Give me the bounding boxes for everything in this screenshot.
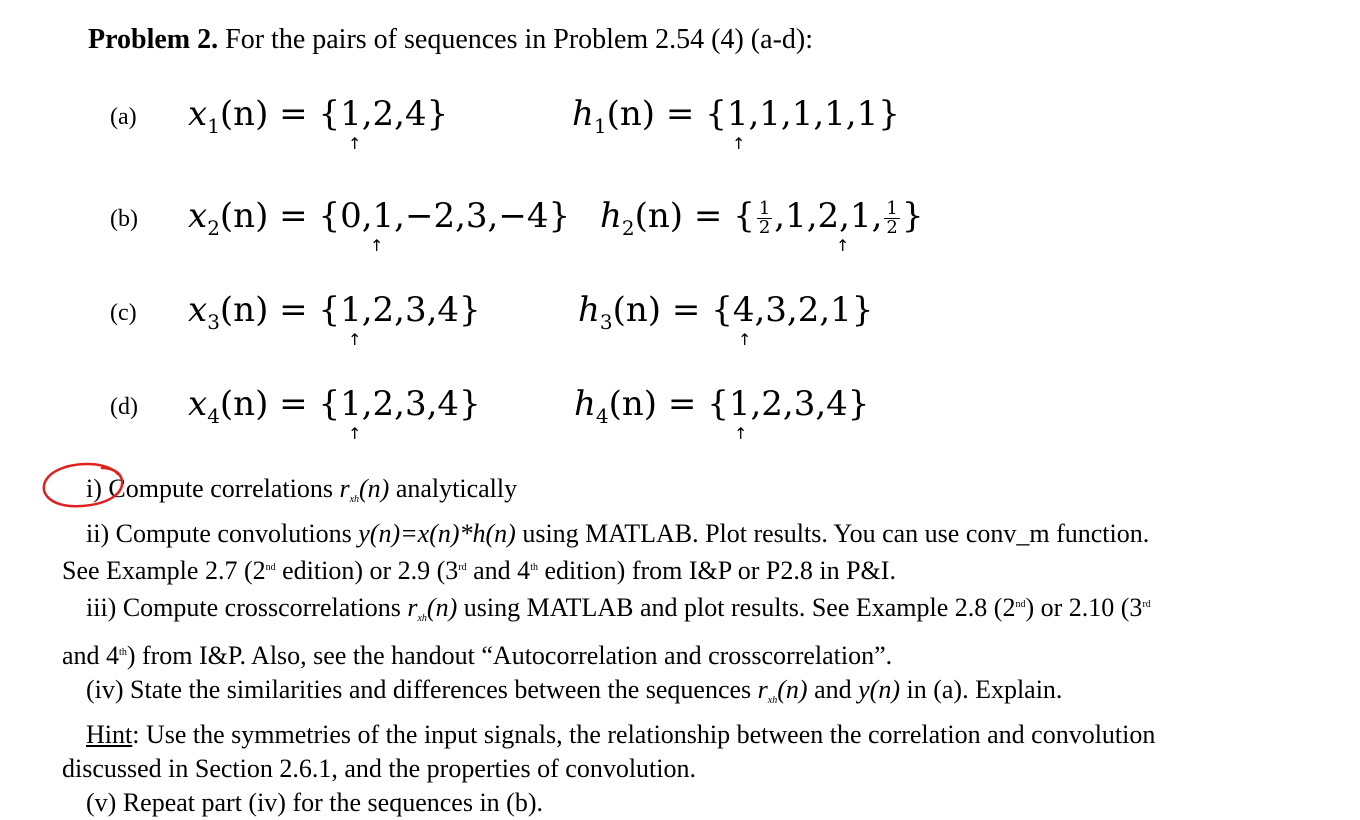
reference-arrow-x1: ↑ xyxy=(348,134,362,153)
pair-label-d: (d) xyxy=(110,394,138,420)
h3-equation: $h_3(n) = \{4,3,2,1\}$ xyxy=(578,290,874,334)
red-circle-annotation xyxy=(38,460,130,516)
problem-number: Problem 2. xyxy=(88,24,219,55)
task-iii: iii) Compute crosscorrelations rxh(n) using MATLAB and plot results. See Example 2.8 (2nd) or 2.10 (3rd xyxy=(86,593,1151,624)
hint-line: Hint: Use the symmetries of the input signals, the relationship between the correlation and convolution xyxy=(86,720,1156,749)
x1-equation: $x_1(n) = \{1,2,4\}$ xyxy=(188,94,449,138)
fraction-one-half: $\frac{1}{2}$ xyxy=(886,197,898,238)
problem-title xyxy=(88,20,813,60)
task-i: i) Compute correlations rxh(n) analytically xyxy=(86,474,518,505)
reference-arrow-h1: ↑ xyxy=(732,134,746,153)
task-iii-continued: and 4th) from I&P. Also, see the handout “Autocorrelation and crosscorrelation”. xyxy=(62,641,893,670)
reference-arrow-h3: ↑ xyxy=(738,330,752,349)
reference-arrow-h4: ↑ xyxy=(734,424,748,443)
h1-equation: $h_1(n) = \{1,1,1,1,1\}$ xyxy=(572,94,900,138)
task-ii: ii) Compute convolutions y(n)=x(n)*h(n) using MATLAB. Plot results. You can use conv_m function. xyxy=(86,519,1150,548)
hint-continued: discussed in Section 2.6.1, and the properties of convolution. xyxy=(62,754,697,783)
reference-arrow-h2: ↑ xyxy=(836,236,850,255)
reference-arrow-x2: ↑ xyxy=(370,236,384,255)
h2-equation: $h_2(n)$ = { $\frac{1}{2}$ ,1,2,1, $\frac{1}{2}$ } xyxy=(600,196,924,240)
problem-statement: For the pairs of sequences in Problem 2.54 (4) (a-d): xyxy=(225,24,813,55)
pair-label-a: (a) xyxy=(110,104,137,130)
pair-label-b: (b) xyxy=(110,206,138,232)
x2-equation: $x_2(n) = \{0,1,-2,3,-4\}$ xyxy=(188,196,571,240)
task-iv: (iv) State the similarities and differences between the sequences rxh(n) and y(n) in (a). Explain. xyxy=(86,675,1063,706)
fraction-one-half: $\frac{1}{2}$ xyxy=(758,197,771,238)
x4-equation: $x_4(n) = \{1,2,3,4\}$ xyxy=(188,384,481,428)
x3-equation: $x_3(n) = \{1,2,3,4\}$ xyxy=(188,290,481,334)
pair-label-c: (c) xyxy=(110,300,137,326)
h4-equation: $h_4(n) = \{1,2,3,4\}$ xyxy=(574,384,870,428)
task-v: (v) Repeat part (iv) for the sequences in (b). xyxy=(86,788,543,817)
reference-arrow-x4: ↑ xyxy=(348,424,362,443)
hint-label: Hint xyxy=(86,720,133,749)
reference-arrow-x3: ↑ xyxy=(348,330,362,349)
task-ii-continued: See Example 2.7 (2nd edition) or 2.9 (3rd and 4th edition) from I&P or P2.8 in P&I. xyxy=(62,556,896,585)
task-list xyxy=(62,472,1322,820)
